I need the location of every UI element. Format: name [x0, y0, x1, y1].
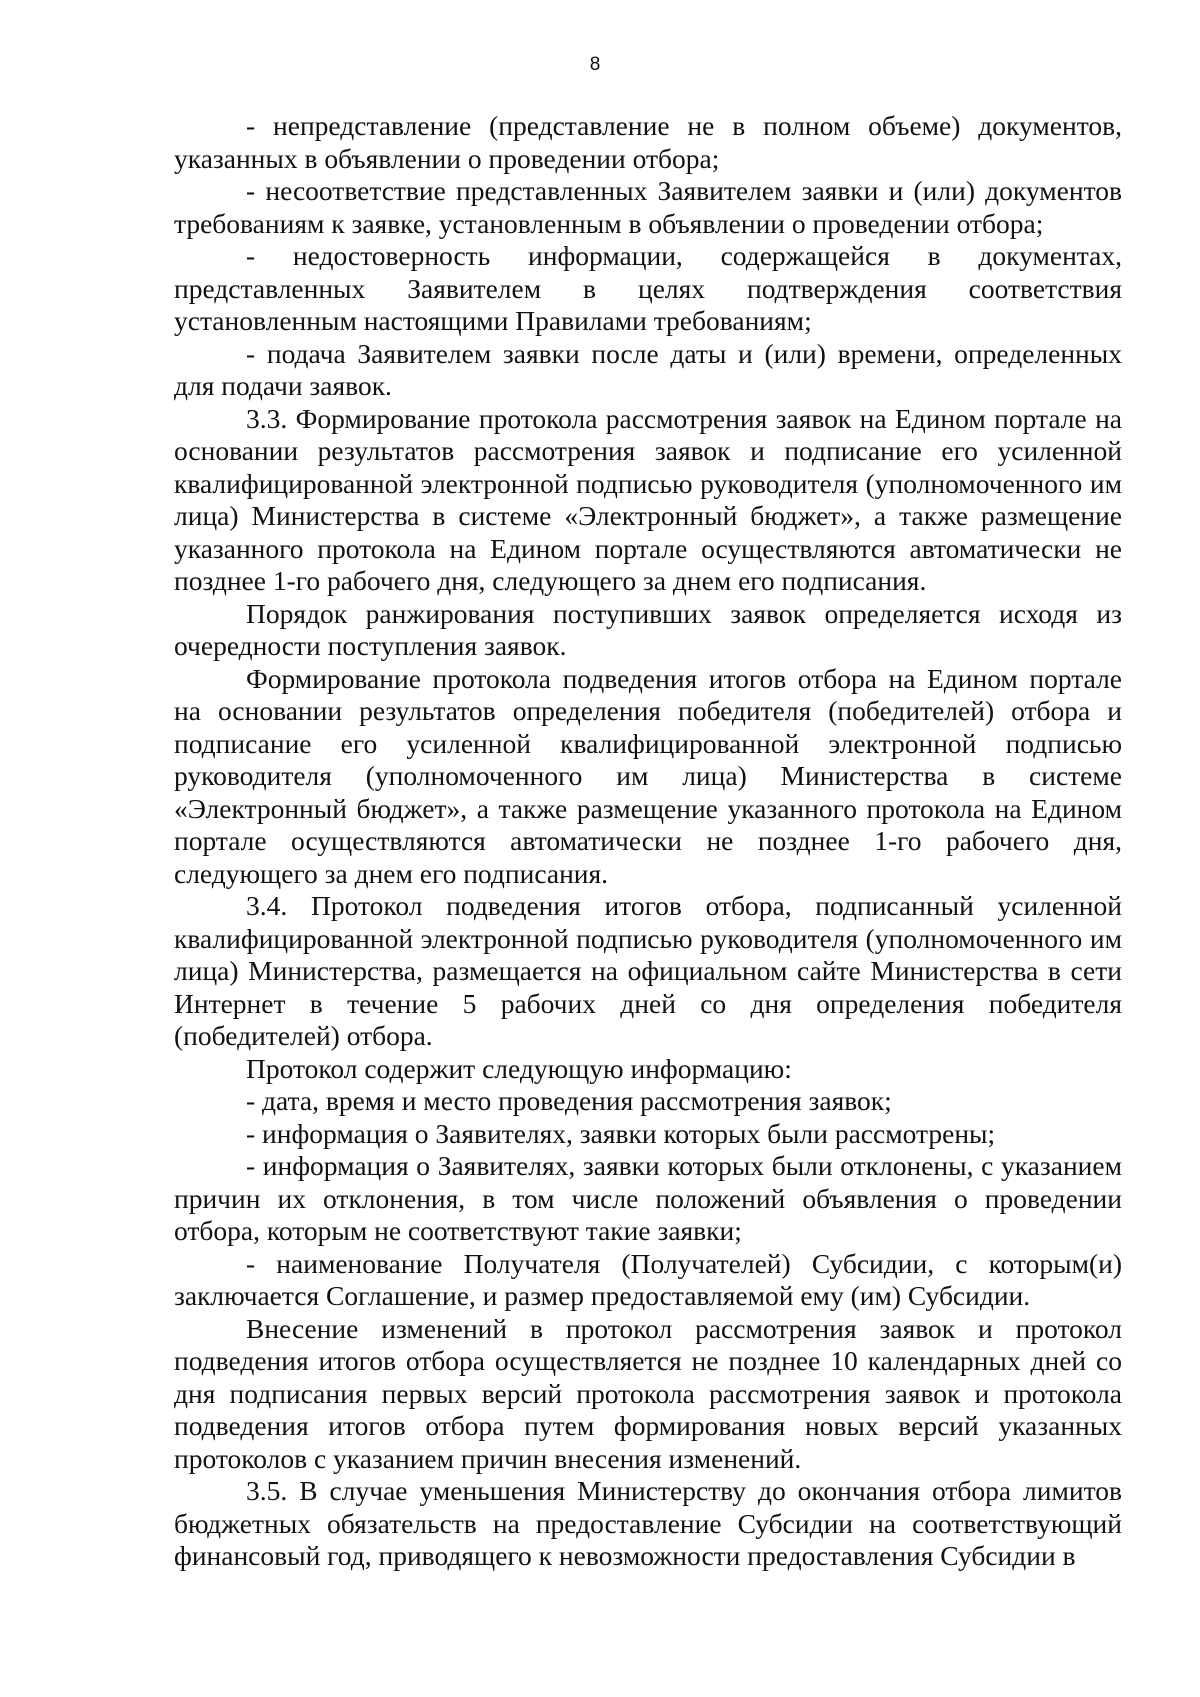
paragraph-unreliability: - недостоверность информации, содержащейся в документах, представленных Заявителем в целях подтверждения соответствия установленным настоящими Правилами требованиям;: [174, 240, 1122, 336]
list-item-date-time-place: - дата, время и место проведения рассмотрения заявок;: [246, 1085, 892, 1116]
paragraph-protocol-amendments: Внесение изменений в протокол рассмотрения заявок и протокол подведения итогов отбора осуществляется не позднее 10 календарных дней со дня подписания первых версий протокола рассмотрения заявок и протокола подведения итогов отбора путем формирования новых версий указанных протоколов с указанием причин внесения изменений.: [174, 1312, 1122, 1474]
page-number: 8: [589, 54, 601, 75]
paragraph-3-3: 3.3. Формирование протокола рассмотрения заявок на Едином портале на основании результатов рассмотрения заявок и подписание его усиленной квалифицированной электронной подписью руководителя (уполномоченного им лица) Министерства в системе «Электронный бюджет», а также размещение указанного протокола на Едином портале осуществляются автоматически не позднее 1-го рабочего дня, следующего за днем его подписания.: [174, 402, 1122, 596]
list-item-reviewed-applicants: - информация о Заявителях, заявки которых были рассмотрены;: [246, 1117, 996, 1149]
paragraph-3-5: 3.5. В случае уменьшения Министерству до окончания отбора лимитов бюджетных обязательств на предоставление Субсидии на соответствующий финансовый год, приводящего к невозможности предоставления Субсидии в: [174, 1475, 1122, 1571]
paragraph-results-protocol: Формирование протокола подведения итогов отбора на Едином портале на основании результатов определения победителя (победителей) отбора и подписание его усиленной квалифицированной электронной подписью руководителя (уполномоченного им лица) Министерства в системе «Электронный бюджет», а также размещение указанного протокола на Едином портале осуществляются автоматически не позднее 1-го рабочего дня, следующего за днем его подписания.: [174, 662, 1122, 889]
list-item-rejected-applicants: - информация о Заявителях, заявки которых были отклонены, с указанием причин их отклонения, в том числе положений объявления о проведении отбора, которым не соответствуют такие заявки;: [174, 1150, 1122, 1246]
paragraph-protocol-contents: Протокол содержит следующую информацию:: [246, 1052, 792, 1084]
paragraph-3-4: 3.4. Протокол подведения итогов отбора, подписанный усиленной квалифицированной электронной подписью руководителя (уполномоченного им лица) Министерства, размещается на официальном сайте Министерства в сети Интернет в течение 5 рабочих дней со дня определения победителя (победителей) отбора.: [174, 890, 1122, 1051]
list-item-recipient-name: - наименование Получателя (Получателей) Субсидии, с которым(и) заключается Соглашение, и размер предоставляемой ему (им) Субсидии.: [174, 1247, 1122, 1311]
paragraph-noncompliance: - несоответствие представленных Заявителем заявки и (или) документов требованиям к заявке, установленным в объявлении о проведении отбора;: [174, 175, 1122, 239]
document-body: [174, 110, 1122, 1573]
paragraph-late-submission: - подача Заявителем заявки после даты и (или) времени, определенных для подачи заявок.: [174, 337, 1122, 401]
paragraph-nonsubmission: - непредставление (представление не в полном объеме) документов, указанных в объявлении о проведении отбора;: [174, 110, 1122, 174]
paragraph-ranking-order: Порядок ранжирования поступивших заявок определяется исходя из очередности поступления заявок.: [174, 597, 1122, 661]
